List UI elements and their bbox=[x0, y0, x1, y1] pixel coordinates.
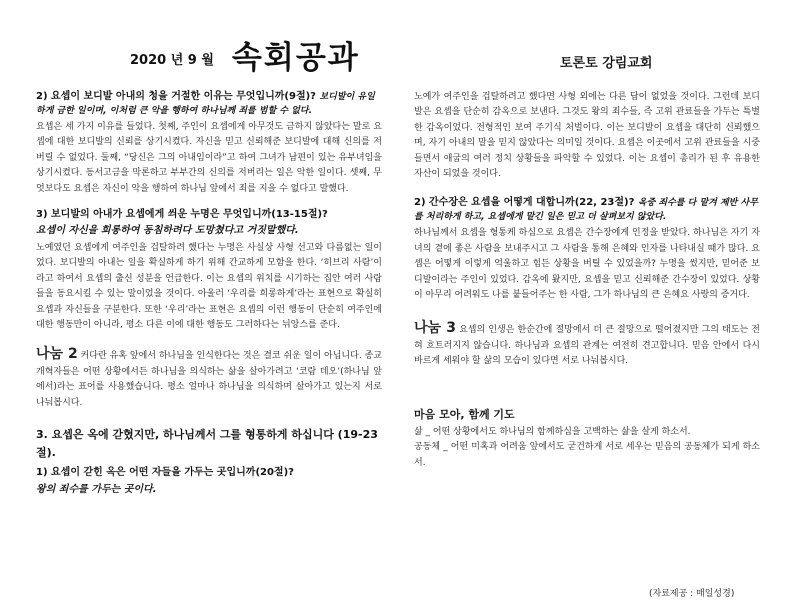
section-3-question-1: 1) 요셉이 갇힌 옥은 어떤 자들을 가두는 곳입니까(20절)? bbox=[36, 467, 294, 479]
prayer-title: 마음 모아, 함께 기도 bbox=[414, 407, 515, 421]
sharing-2-label: 나눔 2 bbox=[36, 346, 78, 363]
right-question-2-text: 2) 간수장은 요셉을 어떻게 대합니까(22, 23절)? bbox=[414, 197, 635, 209]
right-question-2-answer: 옥중 죄수를 다 맡겨 제반 사무를 처리하게 하고, 요셉에게 맡긴 일은 믿고 더 살펴보지 않았다. bbox=[414, 198, 758, 223]
question-2-hint: 보디발이 유일하게 금한 일이며, 이처럼 큰 악을 행하여 하나님께 죄를 범할 수 없다. bbox=[36, 92, 375, 116]
prayer-life: 삶 _ 어떤 상황에서도 하나님의 함께하심을 고백하는 삶을 살게 하소서. bbox=[414, 426, 691, 437]
sharing-3 bbox=[414, 321, 760, 369]
right-column bbox=[414, 90, 760, 471]
question-2-commentary: 요셉은 세 가지 이유를 들었다. 첫째, 주인이 요셉에게 아무것도 금하지 않았다는 말로 요셉에 대한 보디발의 신뢰를 상기시켰다. 자신을 믿고 신뢰해준 보디발에 대해 신의를 저버릴 수 없었다. 둘째, “당신은 그의 아내임이라”고 하여 그녀가 남편이 있는 유부녀임을 상기시켰다. 동서고금을 막론하고 부부간의 신의를 저버리는 일은 악한 일이다. 셋째, 무엇보다도 요셉은 자신이 악을 행하여 하나님 앞에서 죄를 지을 수 없다고 말했다. bbox=[36, 122, 382, 194]
prayer-community: 공동체 _ 어떤 미혹과 어려움 앞에서도 굳건하게 서로 세우는 믿음의 공동체가 되게 하소서. bbox=[414, 442, 760, 468]
header-left bbox=[130, 40, 360, 76]
section-3-answer-1: 왕의 죄수를 가두는 곳이다. bbox=[36, 484, 157, 496]
sharing-3-label: 나눔 3 bbox=[414, 320, 456, 337]
right-question-2-commentary: 하나님께서 요셉을 형통케 하심으로 요셉은 간수장에게 인정을 받았다. 하나님은 자기 자녀의 곁에 좋은 사람을 보내주시고 그 사람을 통해 은혜와 인자를 나타내실 때가 많다. 요셉은 어떻게 이렇게 억울하고 힘든 상황을 버틸 수 있었을까? 누명을 썼지만, 믿어준 보디발이라는 주인이 있었다. 감옥에 왔지만, 요셉을 믿고 신뢰해준 간수장이 있었다. 상황이 아무리 어려워도 나를 붙들어주는 한 사람, 그가 하나님의 큰 은혜요 사랑의 증거다. bbox=[414, 228, 760, 301]
sharing-2-text: 커다란 유혹 앞에서 하나님을 인식한다는 것은 결코 쉬운 일이 아닙니다. 종교개혁자들은 어떤 상황에서든 하나님을 의식하는 삶을 살아가려고 ‘코람 데오’(하나님 앞에서)라는 표어를 사용했습니다. 평소 얼마나 하나님을 의식하며 살아가고 있는지 서로 나눠봅시다. bbox=[36, 351, 382, 408]
sharing-3-text: 요셉의 인생은 한순간에 절망에서 더 큰 절망으로 떨어졌지만 그의 태도는 전혀 흐트러지지 않습니다. 하나님과 요셉의 관계는 여전히 견고합니다. 믿음 안에서 다시 바르게 세워야 할 삶의 모습이 있다면 서로 나눠봅시다. bbox=[414, 325, 760, 367]
left-column bbox=[36, 90, 382, 497]
right-question-2 bbox=[414, 196, 760, 224]
question-2-text: 2) 요셉이 보디발 아내의 청을 거절한 이유는 무엇입니까(9절)? bbox=[36, 91, 316, 102]
church-name: 토론토 강림교회 bbox=[560, 56, 653, 71]
continued-commentary: 노예가 여주인을 겁탈하려고 했다면 사형 외에는 다른 답이 없었을 것이다. 그런데 보디발은 요셉을 단순히 감옥으로 보낸다. 그것도 왕의 죄수들, 즉 고위 관료들을 가두는 특별한 감옥이었다. 전형적인 보여 주기식 처벌이다. 이는 보디발이 요셉을 대단히 신뢰했으며, 자기 아내의 말을 믿지 않았다는 의미일 것이다. 요셉은 이곳에서 고위 관료들을 시중들면서 애굽의 여러 정치 상황들을 파악할 수 있었다. 이는 요셉이 총리가 된 후 유용한 자산이 되었을 것이다. bbox=[414, 92, 760, 180]
question-3-commentary: 노예였던 요셉에게 여주인을 겁탈하려 했다는 누명은 사실상 사형 선고와 다름없는 일이었다. 보디발의 아내는 일을 확실하게 하기 위해 간교하게 모함을 한다. ‘히브리 사람’이라고 하여서 요셉의 출신 성분을 언급한다. 이는 요셉의 위치를 시기하는 집안 여러 사람들을 동요시킬 수 있는 말이었을 것이다. 아울러 ‘우리를 희롱하게’라는 표현으로 확실히 요셉과 자신들을 구분한다. 또한 ‘우리’라는 표현은 요셉의 이런 행동이 단순히 여주인에 대한 행동만이 아니라, 평소 다른 이에 대한 행동도 그러하다는 뉘앙스를 준다. bbox=[36, 243, 382, 331]
question-3: 3) 보디발의 아내가 요셉에게 씌운 누명은 무엇입니까(13-15절)? bbox=[36, 209, 328, 221]
section-3-heading: 3. 요셉은 옥에 갇혔지만, 하나님께서 그를 형통하게 하십니다 (19-23절). bbox=[36, 428, 378, 460]
source-credit: (자료제공 : 매일성경) bbox=[649, 589, 735, 599]
page-title: 속회공과 bbox=[231, 40, 360, 76]
question-3-answer: 요셉이 자신을 희롱하여 동침하려다 도망쳤다고 거짓말했다. bbox=[36, 225, 299, 237]
sharing-2 bbox=[36, 347, 382, 411]
question-2 bbox=[36, 90, 382, 118]
issue-date: 2020 년 9 월 bbox=[130, 52, 214, 68]
